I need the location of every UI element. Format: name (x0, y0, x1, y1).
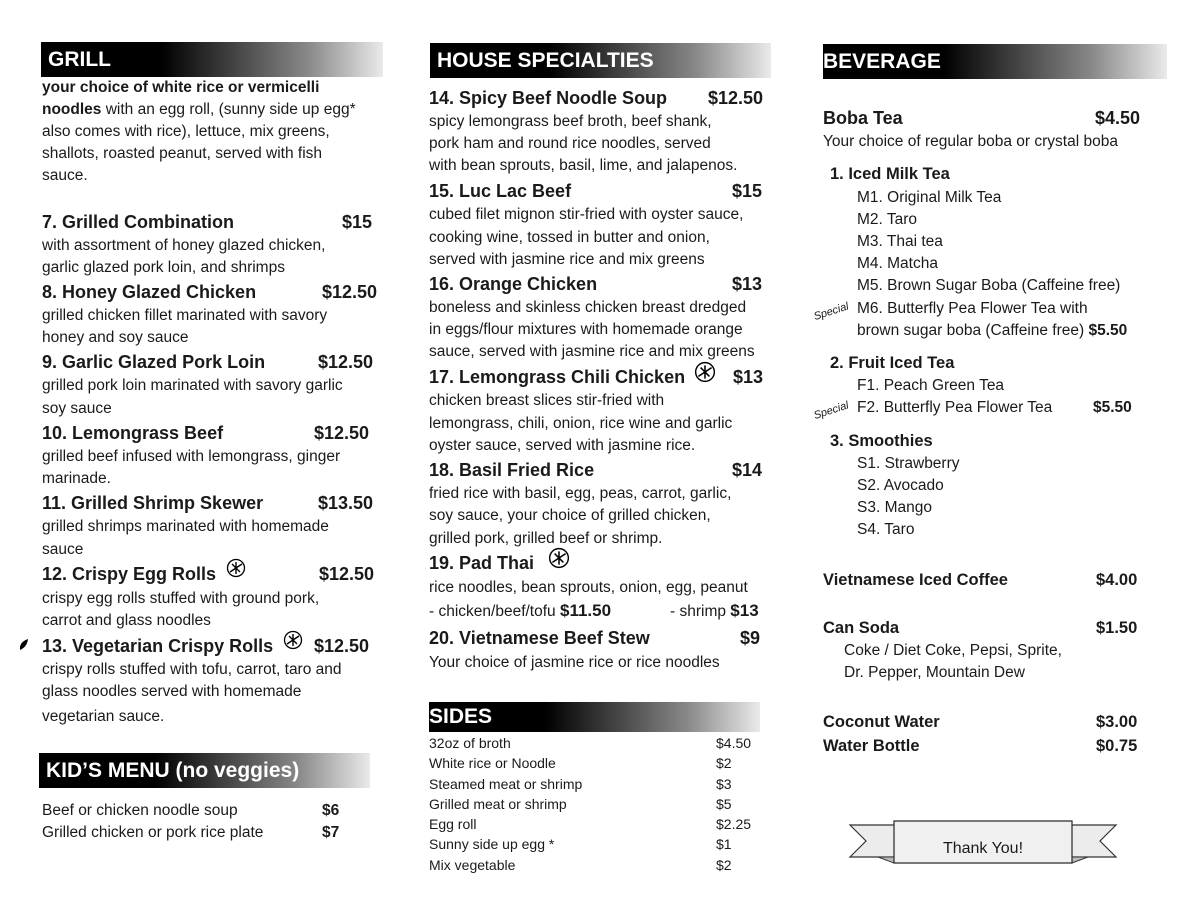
house-item-desc: pork ham and round rice noodles, served (429, 135, 711, 152)
grill-item-desc: crispy egg rolls stuffed with ground pork, (42, 590, 320, 607)
soda-desc: Dr. Pepper, Mountain Dew (844, 664, 1025, 681)
vegetarian-icon (283, 630, 303, 650)
side-item-name: Egg roll (429, 816, 477, 832)
grill-item-price: $12.50 (314, 423, 370, 443)
boba-price: $4.50 (1095, 108, 1141, 128)
grill-item-title: 12. Crispy Egg Rolls (42, 564, 217, 584)
grill-item-price: $13.50 (318, 493, 374, 513)
side-item-name: Grilled meat or shrimp (429, 796, 567, 812)
side-item-name: White rice or Noodle (429, 755, 556, 771)
grill-item-price: $12.50 (314, 636, 370, 656)
milk-tea-item: M4. Matcha (857, 255, 938, 272)
milk-tea-item: M2. Taro (857, 211, 918, 228)
house-item-desc: spicy lemongrass beef broth, beef shank, (429, 113, 712, 130)
smoothie-item: S3. Mango (857, 499, 932, 516)
fruit-tea-title: 2. Fruit Iced Tea (830, 354, 955, 372)
grill-intro-line: also comes with rice), lettuce, mix greens, (42, 123, 330, 140)
grill-item-price: $12.50 (322, 282, 378, 302)
side-item-price: $1 (716, 836, 732, 852)
padthai-option: - chicken/beef/tofu $11.50 (429, 601, 612, 620)
coconut-price: $3.00 (1096, 713, 1138, 731)
grill-item-title: 11. Grilled Shrimp Skewer (42, 493, 264, 513)
fruit-tea-item: F2. Butterfly Pea Flower Tea (857, 399, 1053, 416)
soda-price: $1.50 (1096, 619, 1138, 637)
house-item-desc: lemongrass, chili, onion, rice wine and garlic (429, 415, 733, 432)
grill-intro-line: shallots, roasted peanut, served with fish (42, 145, 323, 162)
house-item-desc: rice noodles, bean sprouts, onion, egg, peanut (429, 579, 748, 596)
kids-item-name: Grilled chicken or pork rice plate (42, 824, 264, 841)
grill-item-desc: crispy rolls stuffed with tofu, carrot, taro and (42, 661, 342, 678)
grill-item-title: 13. Vegetarian Crispy Rolls (42, 636, 274, 656)
house-item-title: 17. Lemongrass Chili Chicken (429, 367, 686, 387)
house-item-title: 15. Luc Lac Beef (429, 181, 572, 201)
milk-tea-item: M5. Brown Sugar Boba (Caffeine free) (857, 277, 1121, 294)
side-item-price: $3 (716, 776, 732, 792)
house-item-title: 20. Vietnamese Beef Stew (429, 628, 650, 648)
special-label: Special (812, 300, 851, 323)
grill-item-desc: with assortment of honey glazed chicken, (42, 237, 326, 254)
house-item-price: $13 (732, 274, 763, 294)
house-item-title: 19. Pad Thai (429, 553, 535, 573)
grill-item-title: 10. Lemongrass Beef (42, 423, 224, 443)
leaf-icon (18, 638, 29, 651)
grill-intro-line: your choice of white rice or vermicelli (42, 79, 320, 96)
house-item-desc: sauce, served with jasmine rice and mix greens (429, 343, 755, 360)
house-item-price: $15 (732, 181, 763, 201)
house-item-price: $9 (740, 628, 761, 648)
boba-title: Boba Tea (823, 108, 903, 128)
grill-item-desc: vegetarian sauce. (42, 708, 165, 725)
side-item-price: $2 (716, 857, 732, 873)
soda-desc: Coke / Diet Coke, Pepsi, Sprite, (844, 642, 1062, 659)
coffee-title: Vietnamese Iced Coffee (823, 571, 1008, 589)
padthai-option: - shrimp $13 (670, 601, 759, 620)
kids-item-price: $7 (322, 824, 340, 841)
side-item-price: $2 (716, 755, 732, 771)
kids-item-price: $6 (322, 802, 340, 819)
house-item-price: $14 (732, 460, 763, 480)
special-label: Special (812, 399, 851, 422)
kids-menu-header: KID’S MENU (no veggies) (39, 753, 370, 788)
milk-tea-title: 1. Iced Milk Tea (830, 165, 950, 183)
grill-item-desc: marinade. (42, 470, 111, 487)
house-item-desc: fried rice with basil, egg, peas, carrot, garlic, (429, 485, 732, 502)
grill-item-desc: garlic glazed pork loin, and shrimps (42, 259, 285, 276)
house-item-desc: served with jasmine rice and mix greens (429, 251, 705, 268)
house-item-desc: soy sauce, your choice of grilled chicken, (429, 507, 711, 524)
house-item-price: $12.50 (708, 88, 764, 108)
house-item-title: 14. Spicy Beef Noodle Soup (429, 88, 668, 108)
thank-you-text: Thank You! (942, 840, 1024, 857)
beverage-header: BEVERAGE (823, 44, 1167, 79)
milk-tea-item: M1. Original Milk Tea (857, 189, 1002, 206)
side-item-name: 32oz of broth (429, 735, 511, 751)
boba-desc: Your choice of regular boba or crystal boba (823, 133, 1118, 150)
grill-item-desc: honey and soy sauce (42, 329, 189, 346)
grill-item-desc: carrot and glass noodles (42, 612, 211, 629)
water-price: $0.75 (1096, 737, 1138, 755)
grill-item-desc: grilled shrimps marinated with homemade (42, 518, 329, 535)
house-item-desc: cooking wine, tossed in butter and onion, (429, 229, 710, 246)
sides-header: SIDES (429, 702, 760, 732)
smoothie-item: S4. Taro (857, 521, 915, 538)
vegetarian-icon (226, 558, 246, 578)
house-item-desc: chicken breast slices stir-fried with (429, 392, 665, 409)
house-item-desc: cubed filet mignon stir-fried with oyster sauce, (429, 206, 744, 223)
grill-intro-line: sauce. (42, 167, 88, 184)
fruit-tea-price: $5.50 (1093, 399, 1132, 416)
house-item-desc: in eggs/flour mixtures with homemade orange (429, 321, 743, 338)
smoothie-item: S1. Strawberry (857, 455, 960, 472)
kids-item-name: Beef or chicken noodle soup (42, 802, 238, 819)
milk-tea-item: M6. Butterfly Pea Flower Tea with (857, 300, 1088, 317)
grill-item-desc: grilled chicken fillet marinated with savory (42, 307, 328, 324)
smoothie-item: S2. Avocado (857, 477, 944, 494)
grill-header: GRILL (41, 42, 383, 77)
grill-intro (42, 77, 381, 187)
coconut-title: Coconut Water (823, 713, 940, 731)
grill-item-desc: grilled pork loin marinated with savory garlic (42, 377, 343, 394)
water-title: Water Bottle (823, 737, 920, 755)
milk-tea-item: M3. Thai tea (857, 233, 943, 250)
house-item-price: $13 (733, 367, 764, 387)
house-item-title: 18. Basil Fried Rice (429, 460, 595, 480)
grill-item-title: 9. Garlic Glazed Pork Loin (42, 352, 266, 372)
vegetarian-icon (548, 547, 570, 569)
grill-intro-line: noodles with an egg roll, (sunny side up egg* (42, 101, 356, 118)
side-item-price: $4.50 (716, 735, 752, 751)
side-item-name: Sunny side up egg * (429, 836, 555, 852)
grill-item-title: 8. Honey Glazed Chicken (42, 282, 257, 302)
grill-item-price: $15 (342, 212, 373, 232)
coffee-price: $4.00 (1096, 571, 1138, 589)
house-item-desc: with bean sprouts, basil, lime, and jalapenos. (429, 157, 738, 174)
grill-item-price: $12.50 (319, 564, 375, 584)
grill-item-desc: sauce (42, 541, 84, 558)
grill-item-desc: grilled beef infused with lemongrass, ginger (42, 448, 341, 465)
vegetarian-icon (694, 361, 716, 383)
grill-item-title: 7. Grilled Combination (42, 212, 235, 232)
grill-item-desc: soy sauce (42, 400, 112, 417)
house-item-desc: Your choice of jasmine rice or rice noodles (429, 654, 720, 671)
house-specialties-header: HOUSE SPECIALTIES (430, 43, 771, 78)
side-item-price: $5 (716, 796, 732, 812)
grill-item-price: $12.50 (318, 352, 374, 372)
fruit-tea-item: F1. Peach Green Tea (857, 377, 1005, 394)
soda-title: Can Soda (823, 619, 900, 637)
milk-tea-item: brown sugar boba (Caffeine free) $5.50 (857, 322, 1128, 339)
house-item-desc: oyster sauce, served with jasmine rice. (429, 437, 696, 454)
side-item-price: $2.25 (716, 816, 752, 832)
house-item-desc: grilled pork, grilled beef or shrimp. (429, 530, 663, 547)
house-item-title: 16. Orange Chicken (429, 274, 598, 294)
house-item-desc: boneless and skinless chicken breast dredged (429, 299, 747, 316)
smoothies-title: 3. Smoothies (830, 432, 933, 450)
grill-item-desc: glass noodles served with homemade (42, 683, 302, 700)
side-item-name: Steamed meat or shrimp (429, 776, 583, 792)
side-item-name: Mix vegetable (429, 857, 516, 873)
